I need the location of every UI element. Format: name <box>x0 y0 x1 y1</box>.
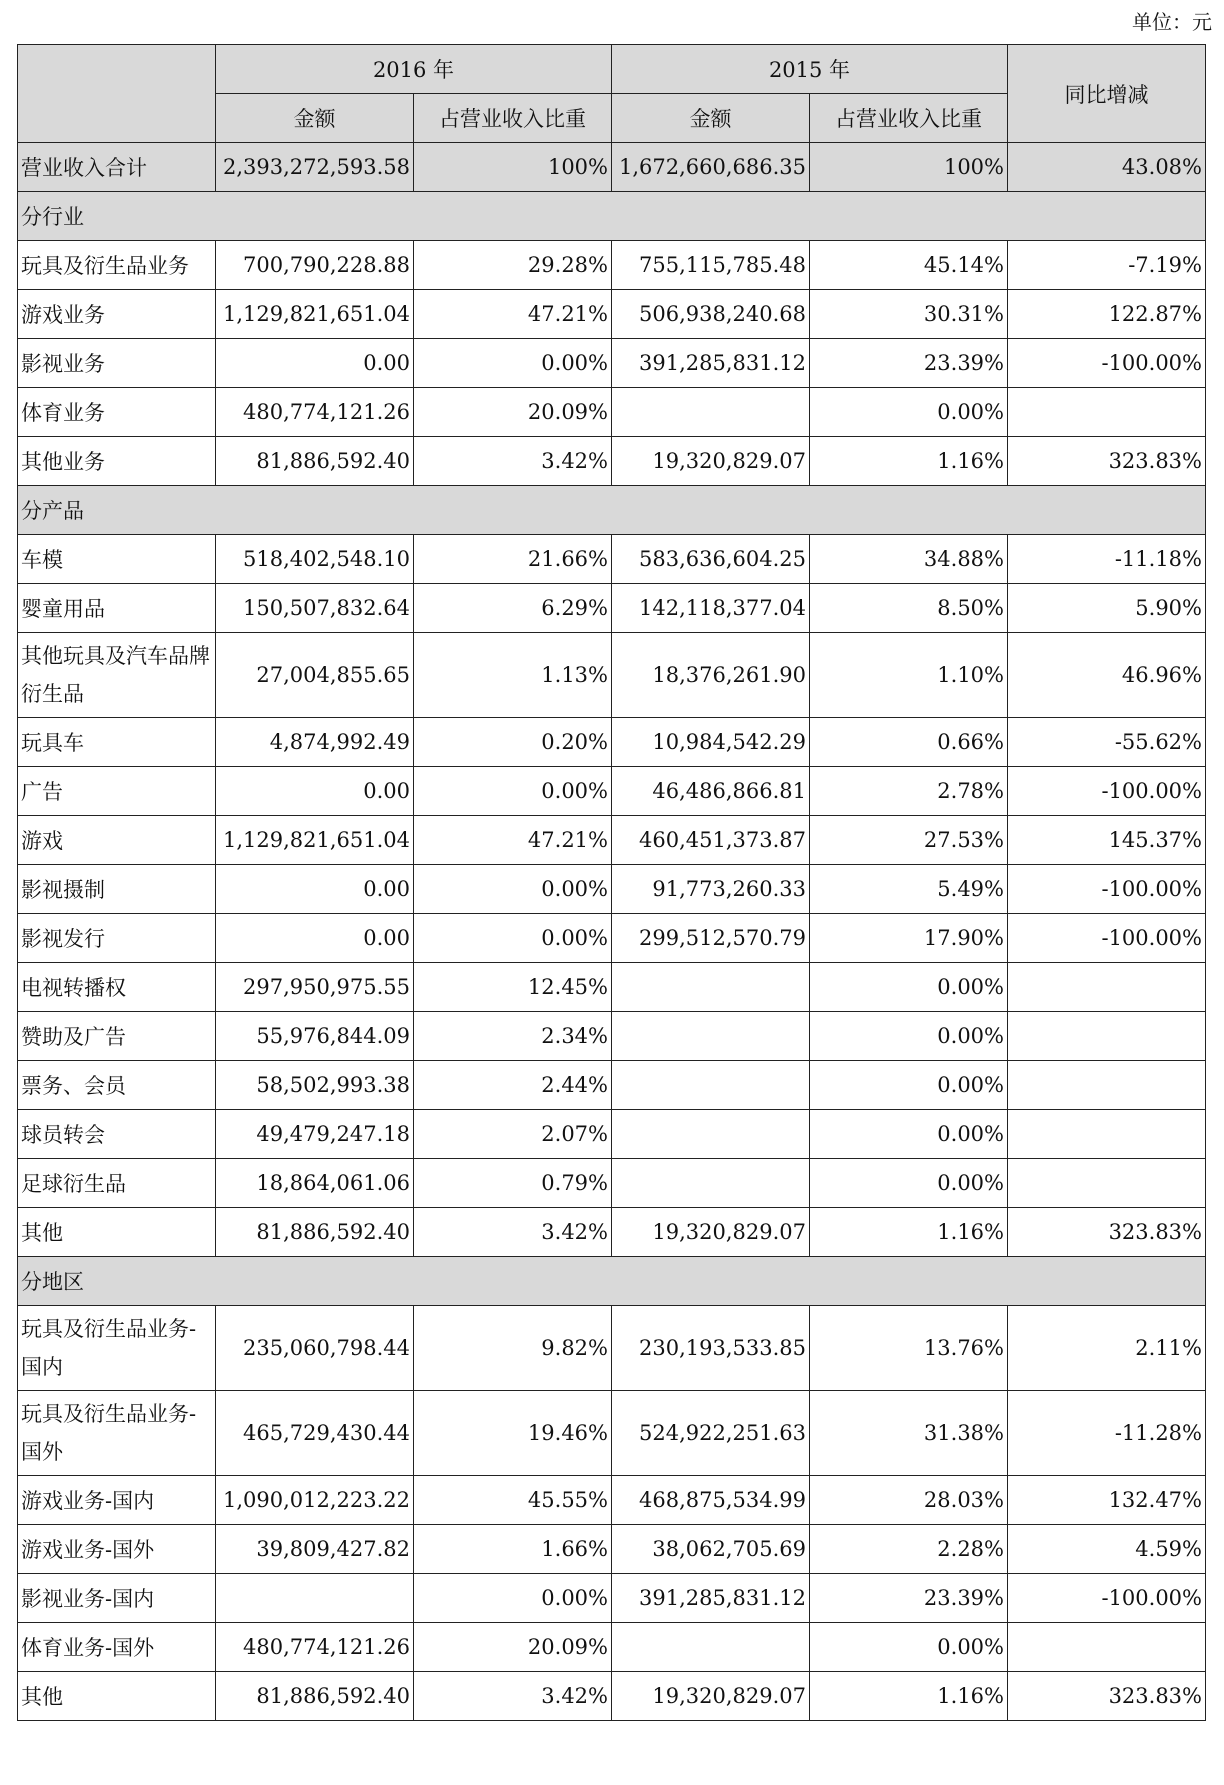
share-2016: 47.21% <box>414 816 612 865</box>
table-row <box>18 1574 1206 1623</box>
share-2016: 20.09% <box>414 1623 612 1672</box>
amount-2015: 583,636,604.25 <box>612 535 810 584</box>
amount-2015: 91,773,260.33 <box>612 865 810 914</box>
share-2016: 2.44% <box>414 1061 612 1110</box>
table-row <box>18 1623 1206 1672</box>
amount-2016: 1,090,012,223.22 <box>216 1476 414 1525</box>
share-2015: 28.03% <box>810 1476 1008 1525</box>
yoy-change: -100.00% <box>1008 914 1206 963</box>
share-2015: 0.00% <box>810 1159 1008 1208</box>
total-amount-2015: 1,672,660,686.35 <box>612 143 810 192</box>
header-amount-2015: 金额 <box>612 94 810 143</box>
share-2015: 23.39% <box>810 339 1008 388</box>
amount-2016: 4,874,992.49 <box>216 718 414 767</box>
yoy-change: -100.00% <box>1008 865 1206 914</box>
amount-2015: 468,875,534.99 <box>612 1476 810 1525</box>
share-2016: 1.66% <box>414 1525 612 1574</box>
share-2016: 3.42% <box>414 437 612 486</box>
row-label: 其他玩具及汽车品牌衍生品 <box>18 633 216 718</box>
share-2015: 0.00% <box>810 963 1008 1012</box>
share-2015: 13.76% <box>810 1306 1008 1391</box>
section-row <box>18 192 1206 241</box>
amount-2015 <box>612 1623 810 1672</box>
row-label: 玩具及衍生品业务-国内 <box>18 1306 216 1391</box>
total-share-2015: 100% <box>810 143 1008 192</box>
row-label: 婴童用品 <box>18 584 216 633</box>
row-label: 其他业务 <box>18 437 216 486</box>
share-2015: 31.38% <box>810 1391 1008 1476</box>
table-row <box>18 1159 1206 1208</box>
share-2015: 2.78% <box>810 767 1008 816</box>
share-2016: 45.55% <box>414 1476 612 1525</box>
share-2016: 3.42% <box>414 1672 612 1721</box>
row-label: 其他 <box>18 1672 216 1721</box>
yoy-change: 132.47% <box>1008 1476 1206 1525</box>
share-2015: 0.66% <box>810 718 1008 767</box>
amount-2015: 19,320,829.07 <box>612 437 810 486</box>
table-row <box>18 1391 1206 1476</box>
share-2015: 5.49% <box>810 865 1008 914</box>
table-row <box>18 290 1206 339</box>
table-row <box>18 1672 1206 1721</box>
table-row <box>18 1525 1206 1574</box>
table-row <box>18 1306 1206 1391</box>
amount-2016: 27,004,855.65 <box>216 633 414 718</box>
amount-2015: 299,512,570.79 <box>612 914 810 963</box>
amount-2015 <box>612 1110 810 1159</box>
amount-2016: 480,774,121.26 <box>216 1623 414 1672</box>
section-title: 分行业 <box>18 192 1206 241</box>
amount-2015: 230,193,533.85 <box>612 1306 810 1391</box>
table-row <box>18 535 1206 584</box>
share-2015: 2.28% <box>810 1525 1008 1574</box>
yoy-change: -100.00% <box>1008 339 1206 388</box>
yoy-change: 4.59% <box>1008 1525 1206 1574</box>
header-blank-cell <box>18 45 216 143</box>
total-yoy: 43.08% <box>1008 143 1206 192</box>
total-share-2016: 100% <box>414 143 612 192</box>
amount-2015 <box>612 1012 810 1061</box>
table-row <box>18 816 1206 865</box>
yoy-change: -11.28% <box>1008 1391 1206 1476</box>
amount-2015: 391,285,831.12 <box>612 339 810 388</box>
row-label: 影视摄制 <box>18 865 216 914</box>
amount-2016: 480,774,121.26 <box>216 388 414 437</box>
amount-2016: 518,402,548.10 <box>216 535 414 584</box>
yoy-change: 323.83% <box>1008 1208 1206 1257</box>
share-2015: 34.88% <box>810 535 1008 584</box>
row-label: 游戏 <box>18 816 216 865</box>
share-2016: 9.82% <box>414 1306 612 1391</box>
amount-2015: 38,062,705.69 <box>612 1525 810 1574</box>
share-2016: 29.28% <box>414 241 612 290</box>
share-2015: 45.14% <box>810 241 1008 290</box>
header-yoy: 同比增减 <box>1008 45 1206 143</box>
section-title: 分地区 <box>18 1257 1206 1306</box>
row-label: 游戏业务-国内 <box>18 1476 216 1525</box>
amount-2016: 1,129,821,651.04 <box>216 816 414 865</box>
row-label: 其他 <box>18 1208 216 1257</box>
row-label: 影视业务-国内 <box>18 1574 216 1623</box>
amount-2016: 39,809,427.82 <box>216 1525 414 1574</box>
amount-2016: 49,479,247.18 <box>216 1110 414 1159</box>
row-label: 游戏业务-国外 <box>18 1525 216 1574</box>
yoy-change <box>1008 1061 1206 1110</box>
table-row <box>18 633 1206 718</box>
unit-label: 单位：元 <box>1132 10 1212 34</box>
amount-2016: 700,790,228.88 <box>216 241 414 290</box>
share-2016: 2.34% <box>414 1012 612 1061</box>
total-amount-2016: 2,393,272,593.58 <box>216 143 414 192</box>
row-label: 足球衍生品 <box>18 1159 216 1208</box>
amount-2016: 55,976,844.09 <box>216 1012 414 1061</box>
header-row-years <box>18 45 1206 94</box>
yoy-change <box>1008 963 1206 1012</box>
amount-2015: 19,320,829.07 <box>612 1672 810 1721</box>
amount-2016 <box>216 1574 414 1623</box>
share-2016: 0.00% <box>414 865 612 914</box>
share-2016: 0.00% <box>414 914 612 963</box>
amount-2016: 0.00 <box>216 767 414 816</box>
amount-2015: 460,451,373.87 <box>612 816 810 865</box>
table-row <box>18 339 1206 388</box>
amount-2016: 58,502,993.38 <box>216 1061 414 1110</box>
share-2016: 0.79% <box>414 1159 612 1208</box>
yoy-change: -11.18% <box>1008 535 1206 584</box>
share-2015: 27.53% <box>810 816 1008 865</box>
total-row <box>18 143 1206 192</box>
amount-2016: 297,950,975.55 <box>216 963 414 1012</box>
share-2015: 1.16% <box>810 1208 1008 1257</box>
amount-2015: 391,285,831.12 <box>612 1574 810 1623</box>
amount-2016: 235,060,798.44 <box>216 1306 414 1391</box>
amount-2015: 755,115,785.48 <box>612 241 810 290</box>
yoy-change: 122.87% <box>1008 290 1206 339</box>
amount-2015: 506,938,240.68 <box>612 290 810 339</box>
table-row <box>18 865 1206 914</box>
share-2015: 17.90% <box>810 914 1008 963</box>
yoy-change: -100.00% <box>1008 1574 1206 1623</box>
amount-2015 <box>612 1061 810 1110</box>
table-row <box>18 767 1206 816</box>
row-label: 玩具及衍生品业务-国外 <box>18 1391 216 1476</box>
amount-2015 <box>612 963 810 1012</box>
yoy-change: 323.83% <box>1008 1672 1206 1721</box>
share-2016: 20.09% <box>414 388 612 437</box>
share-2015: 1.16% <box>810 437 1008 486</box>
share-2016: 1.13% <box>414 633 612 718</box>
share-2016: 0.00% <box>414 339 612 388</box>
row-label: 球员转会 <box>18 1110 216 1159</box>
table-row <box>18 437 1206 486</box>
amount-2015: 524,922,251.63 <box>612 1391 810 1476</box>
section-row <box>18 1257 1206 1306</box>
share-2015: 1.16% <box>810 1672 1008 1721</box>
section-row <box>18 486 1206 535</box>
yoy-change: 2.11% <box>1008 1306 1206 1391</box>
row-label: 玩具及衍生品业务 <box>18 241 216 290</box>
share-2016: 2.07% <box>414 1110 612 1159</box>
amount-2016: 81,886,592.40 <box>216 1672 414 1721</box>
table-row <box>18 963 1206 1012</box>
row-label: 电视转播权 <box>18 963 216 1012</box>
yoy-change: 46.96% <box>1008 633 1206 718</box>
share-2016: 6.29% <box>414 584 612 633</box>
section-title: 分产品 <box>18 486 1206 535</box>
yoy-change: -55.62% <box>1008 718 1206 767</box>
header-share-2015: 占营业收入比重 <box>810 94 1008 143</box>
amount-2015: 142,118,377.04 <box>612 584 810 633</box>
table-row <box>18 1476 1206 1525</box>
share-2016: 12.45% <box>414 963 612 1012</box>
amount-2016: 465,729,430.44 <box>216 1391 414 1476</box>
row-label: 赞助及广告 <box>18 1012 216 1061</box>
amount-2016: 0.00 <box>216 914 414 963</box>
row-label: 影视发行 <box>18 914 216 963</box>
revenue-table <box>17 44 1206 1721</box>
yoy-change <box>1008 1159 1206 1208</box>
table-row <box>18 718 1206 767</box>
yoy-change: 5.90% <box>1008 584 1206 633</box>
share-2015: 0.00% <box>810 1623 1008 1672</box>
amount-2015: 19,320,829.07 <box>612 1208 810 1257</box>
table-row <box>18 1012 1206 1061</box>
row-label: 票务、会员 <box>18 1061 216 1110</box>
header-year-2016: 2016 年 <box>216 45 612 94</box>
share-2015: 0.00% <box>810 1110 1008 1159</box>
yoy-change <box>1008 1012 1206 1061</box>
row-label: 车模 <box>18 535 216 584</box>
share-2016: 3.42% <box>414 1208 612 1257</box>
row-label: 体育业务-国外 <box>18 1623 216 1672</box>
table-body <box>18 143 1206 1721</box>
table-row <box>18 1061 1206 1110</box>
amount-2016: 81,886,592.40 <box>216 437 414 486</box>
yoy-change <box>1008 1110 1206 1159</box>
amount-2016: 18,864,061.06 <box>216 1159 414 1208</box>
share-2016: 47.21% <box>414 290 612 339</box>
amount-2015: 10,984,542.29 <box>612 718 810 767</box>
share-2015: 0.00% <box>810 1061 1008 1110</box>
table-row <box>18 241 1206 290</box>
amount-2016: 0.00 <box>216 865 414 914</box>
amount-2015 <box>612 1159 810 1208</box>
row-label: 游戏业务 <box>18 290 216 339</box>
header-share-2016: 占营业收入比重 <box>414 94 612 143</box>
share-2016: 19.46% <box>414 1391 612 1476</box>
row-label: 体育业务 <box>18 388 216 437</box>
share-2016: 0.00% <box>414 1574 612 1623</box>
share-2015: 0.00% <box>810 388 1008 437</box>
header-amount-2016: 金额 <box>216 94 414 143</box>
yoy-change <box>1008 388 1206 437</box>
table-row <box>18 1208 1206 1257</box>
table-row <box>18 914 1206 963</box>
share-2015: 23.39% <box>810 1574 1008 1623</box>
share-2016: 0.00% <box>414 767 612 816</box>
amount-2015 <box>612 388 810 437</box>
amount-2016: 81,886,592.40 <box>216 1208 414 1257</box>
share-2015: 8.50% <box>810 584 1008 633</box>
amount-2016: 1,129,821,651.04 <box>216 290 414 339</box>
yoy-change: -100.00% <box>1008 767 1206 816</box>
share-2015: 0.00% <box>810 1012 1008 1061</box>
yoy-change: 145.37% <box>1008 816 1206 865</box>
share-2016: 0.20% <box>414 718 612 767</box>
amount-2016: 0.00 <box>216 339 414 388</box>
share-2015: 30.31% <box>810 290 1008 339</box>
amount-2016: 150,507,832.64 <box>216 584 414 633</box>
share-2015: 1.10% <box>810 633 1008 718</box>
row-label: 广告 <box>18 767 216 816</box>
share-2016: 21.66% <box>414 535 612 584</box>
row-label: 影视业务 <box>18 339 216 388</box>
table-row <box>18 584 1206 633</box>
yoy-change: -7.19% <box>1008 241 1206 290</box>
row-label: 玩具车 <box>18 718 216 767</box>
table-row <box>18 388 1206 437</box>
total-label: 营业收入合计 <box>18 143 216 192</box>
yoy-change: 323.83% <box>1008 437 1206 486</box>
amount-2015: 18,376,261.90 <box>612 633 810 718</box>
amount-2015: 46,486,866.81 <box>612 767 810 816</box>
header-year-2015: 2015 年 <box>612 45 1008 94</box>
yoy-change <box>1008 1623 1206 1672</box>
table-row <box>18 1110 1206 1159</box>
